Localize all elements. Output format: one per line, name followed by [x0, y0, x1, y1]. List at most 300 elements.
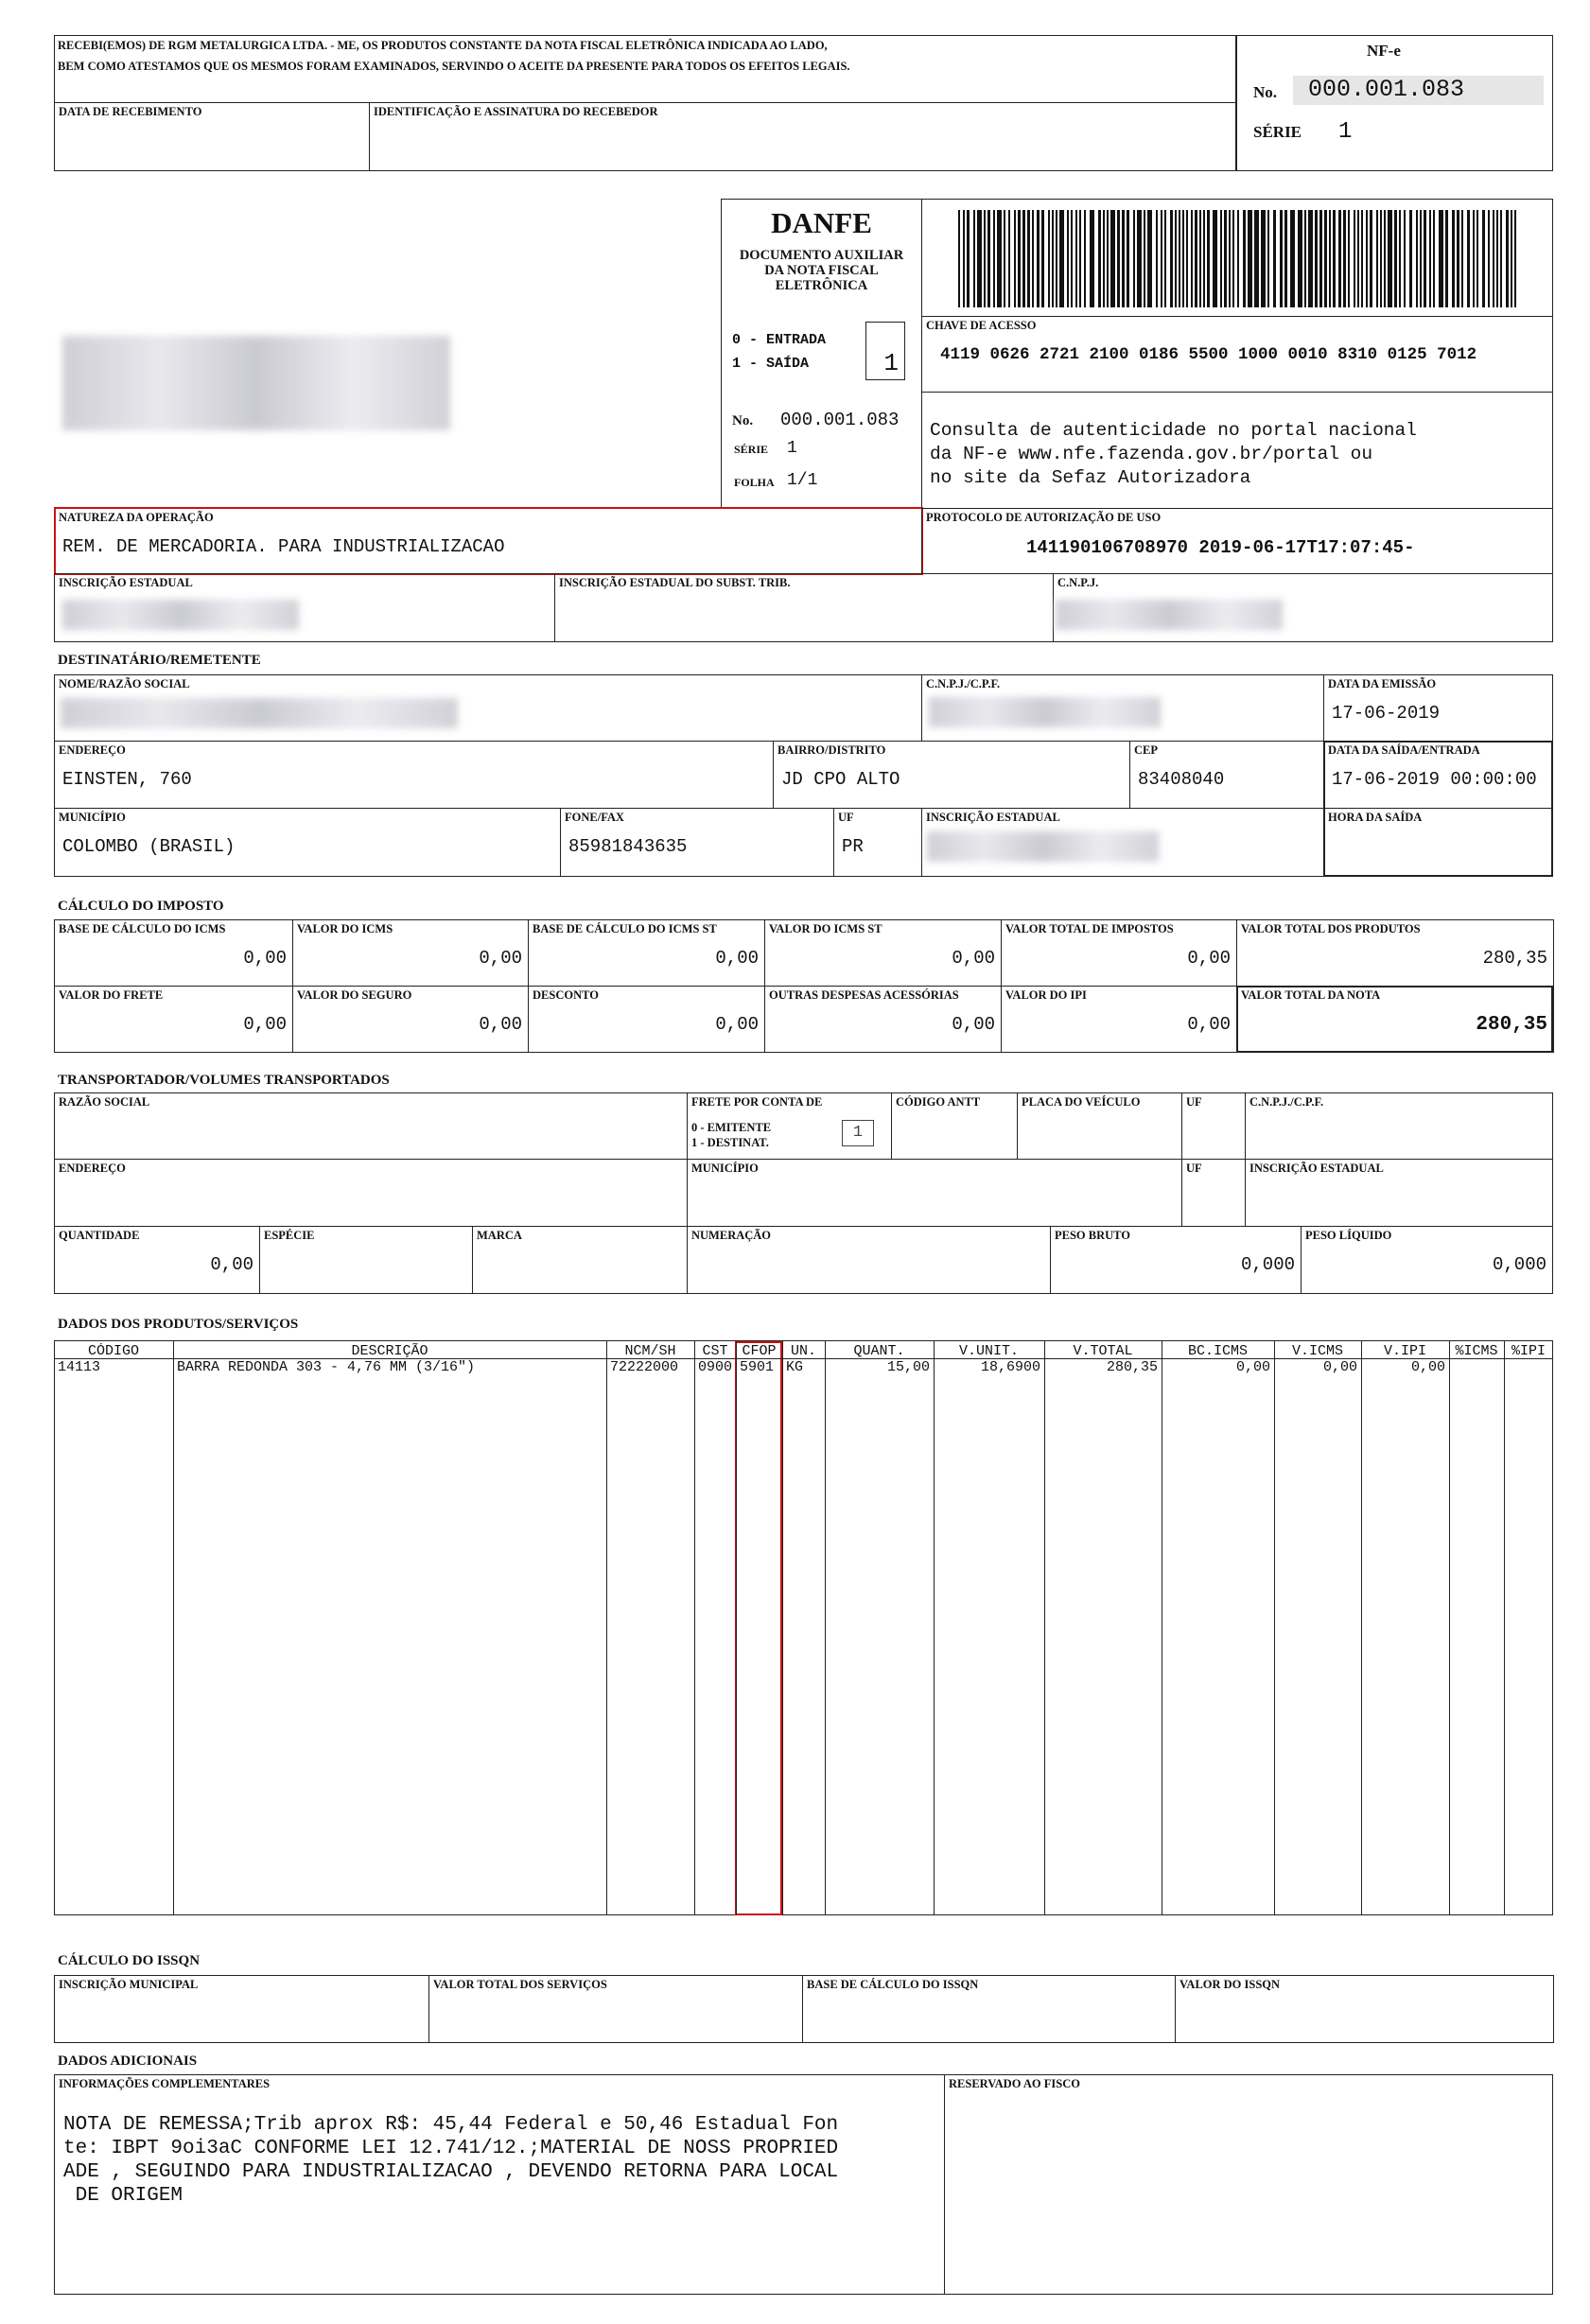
produtos-header-vipi: V.IPI — [1383, 1343, 1426, 1359]
barcode-bar — [1147, 210, 1152, 307]
imposto-cell — [292, 986, 529, 1053]
produtos-col-divider — [1361, 1341, 1362, 1915]
barcode-bar — [1127, 210, 1129, 307]
produtos-cell-vunit: 18,6900 — [980, 1359, 1040, 1375]
produtos-cell-vicms: 0,00 — [1322, 1359, 1357, 1375]
produtos-header-bcicms: BC.ICMS — [1187, 1343, 1248, 1359]
info-line-2: te: IBPT 9oi3aC CONFORME LEI 12.741/12.;MATERIAL DE NOSS PROPRIED — [63, 2138, 839, 2159]
produtos-cell-vtotal: 280,35 — [1106, 1359, 1158, 1375]
barcode-bar — [1388, 210, 1392, 307]
transp-peso-liquido-label: PESO LÍQUIDO — [1305, 1229, 1392, 1242]
barcode-bar — [1213, 210, 1217, 307]
dest-uf-label: UF — [838, 811, 854, 824]
barcode-bar — [1207, 210, 1210, 307]
barcode-bar — [1170, 210, 1173, 307]
transp-municipio-label: MUNICÍPIO — [691, 1162, 759, 1175]
imposto-cell-label: VALOR DO IPI — [1005, 988, 1087, 1002]
barcode-bar — [1366, 210, 1368, 307]
imposto-cell-value: 280,35 — [1476, 1014, 1547, 1036]
barcode-bar — [963, 210, 965, 307]
produtos-header-quant: QUANT. — [853, 1343, 905, 1359]
imposto-cell — [54, 919, 293, 987]
imposto-cell — [1001, 919, 1237, 987]
imposto-cell — [54, 986, 293, 1053]
danfe-subtitle-2: DA NOTA FISCAL — [764, 263, 879, 278]
consulta-line-2: da NF-e www.nfe.fazenda.gov.br/portal ou — [930, 444, 1373, 464]
dest-uf-field — [833, 808, 922, 877]
info-line-3: ADE , SEGUINDO PARA INDUSTRIALIZACAO , DEVENDO RETORNA PARA LOCAL — [63, 2161, 839, 2183]
barcode-bar — [1191, 210, 1193, 307]
barcode-bar — [1280, 210, 1283, 307]
issqn-cell-label: VALOR TOTAL DOS SERVIÇOS — [433, 1978, 607, 1991]
emitente-ie-st-label: INSCRIÇÃO ESTADUAL DO SUBST. TRIB. — [559, 576, 791, 589]
produtos-col-divider — [782, 1341, 783, 1915]
dest-data-saida-label: DATA DA SAÍDA/ENTRADA — [1328, 743, 1480, 757]
produtos-cell-bcicms: 0,00 — [1235, 1359, 1270, 1375]
dest-fone-value: 85981843635 — [568, 836, 688, 857]
issqn-cell-label: INSCRIÇÃO MUNICIPAL — [59, 1978, 199, 1991]
barcode-bar — [1027, 210, 1030, 307]
barcode-bar — [967, 210, 970, 307]
issqn-cell — [802, 1975, 1176, 2043]
dest-hora-saida-label: HORA DA SAÍDA — [1328, 811, 1423, 824]
receipt-date-label: DATA DE RECEBIMENTO — [59, 105, 202, 118]
issqn-section-title: CÁLCULO DO ISSQN — [58, 1953, 201, 1968]
barcode-bar — [958, 210, 960, 307]
transportador-section-title: TRANSPORTADOR/VOLUMES TRANSPORTADOS — [58, 1073, 390, 1088]
barcode-bar — [1079, 210, 1081, 307]
dest-cep-label: CEP — [1134, 743, 1158, 757]
barcode-bar — [1059, 210, 1064, 307]
receipt-serie-value: 1 — [1338, 119, 1353, 145]
access-key-label: CHAVE DE ACESSO — [926, 319, 1037, 332]
barcode-bar — [1107, 210, 1109, 307]
barcode-bar — [1506, 210, 1509, 307]
transp-peso-liquido-field — [1301, 1226, 1553, 1294]
transp-frete-value: 1 — [842, 1120, 874, 1146]
transp-razao-label: RAZÃO SOCIAL — [59, 1095, 150, 1109]
issqn-cell — [54, 1975, 429, 2043]
barcode-bar — [1384, 210, 1386, 307]
emitente-ie-label: INSCRIÇÃO ESTADUAL — [59, 576, 193, 589]
transp-placa-label: PLACA DO VEÍCULO — [1022, 1095, 1141, 1109]
danfe-folha-label: FOLHA — [734, 476, 775, 489]
imposto-cell-value: 0,00 — [715, 948, 759, 969]
barcode-bar — [1304, 210, 1306, 307]
produtos-header-vtotal: V.TOTAL — [1073, 1343, 1133, 1359]
transp-uf2-label: UF — [1186, 1162, 1202, 1175]
transp-numeracao-label: NUMERAÇÃO — [691, 1229, 772, 1242]
dest-ie-redacted — [927, 831, 1159, 862]
barcode-bar — [1103, 210, 1105, 307]
produtos-header-ncm: NCM/SH — [624, 1343, 676, 1359]
dest-municipio-field — [54, 808, 561, 877]
danfe-serie-label: SÉRIE — [734, 443, 769, 456]
danfe-folha-value: 1/1 — [787, 471, 818, 490]
dest-data-emissao-field — [1323, 674, 1553, 742]
produtos-cell-cfop: 5901 — [740, 1359, 775, 1375]
barcode-bar — [1473, 210, 1475, 307]
receipt-nfe-label: NF-e — [1367, 42, 1401, 60]
barcode-bar — [1343, 210, 1346, 307]
transp-peso-bruto-field — [1050, 1226, 1302, 1294]
info-complementares-field — [54, 2074, 945, 2295]
barcode-bar — [1098, 210, 1101, 307]
transp-especie-label: ESPÉCIE — [264, 1229, 315, 1242]
emitente-ie-redacted — [62, 600, 299, 630]
produtos-col-divider — [1274, 1341, 1275, 1915]
imposto-cell-value: 0,00 — [243, 948, 287, 969]
issuer-info-redacted — [62, 336, 450, 430]
adicionais-section-title: DADOS ADICIONAIS — [58, 2053, 198, 2069]
barcode-bar — [1361, 210, 1363, 307]
imposto-cell-label: OUTRAS DESPESAS ACESSÓRIAS — [769, 988, 959, 1002]
danfe-subtitle-1: DOCUMENTO AUXILIAR — [739, 248, 904, 263]
produtos-header-cst: CST — [702, 1343, 728, 1359]
barcode-bar — [1457, 210, 1459, 307]
barcode-bar — [1254, 210, 1259, 307]
produtos-cell-ncm: 72222000 — [610, 1359, 679, 1375]
imposto-cell-value: 0,00 — [243, 1014, 287, 1035]
barcode-bar — [1032, 210, 1034, 307]
produtos-col-divider — [1504, 1341, 1505, 1915]
natureza-label: NATUREZA DA OPERAÇÃO — [59, 511, 214, 524]
transp-cnpj-field — [1245, 1092, 1553, 1160]
dest-endereco-label: ENDEREÇO — [59, 743, 126, 757]
dest-ie-label: INSCRIÇÃO ESTADUAL — [926, 811, 1060, 824]
emitente-cnpj-label: C.N.P.J. — [1057, 576, 1099, 589]
dest-cnpj-redacted — [929, 697, 1161, 727]
barcode-bar — [1224, 210, 1227, 307]
barcode-bar — [1144, 210, 1145, 307]
imposto-cell — [764, 986, 1002, 1053]
destinatario-section-title: DESTINATÁRIO/REMETENTE — [58, 653, 261, 668]
barcode-bar — [1467, 210, 1470, 307]
barcode-bar — [1380, 210, 1382, 307]
natureza-value: REM. DE MERCADORIA. PARA INDUSTRIALIZACAO — [62, 536, 505, 557]
dest-endereco-field — [54, 741, 774, 809]
produtos-col-divider — [173, 1341, 174, 1915]
receipt-text-line-1: RECEBI(EMOS) DE RGM METALURGICA LTDA. - ME, OS PRODUTOS CONSTANTE DA NOTA FISCAL ELETRÔNICA INDICADA AO LADO, — [58, 39, 828, 52]
transp-numeracao-field — [687, 1226, 1051, 1294]
barcode-bar — [1110, 210, 1115, 307]
barcode-bar — [1338, 210, 1341, 307]
barcode-bar — [1008, 210, 1010, 307]
imposto-cell-label: VALOR TOTAL DE IMPOSTOS — [1005, 922, 1174, 935]
barcode-bar — [1186, 210, 1188, 307]
barcode-bar — [1500, 210, 1502, 307]
barcode-bar — [1048, 210, 1050, 307]
imposto-cell-value: 0,00 — [1187, 948, 1231, 969]
transp-marca-field — [472, 1226, 688, 1294]
barcode-bar — [1067, 210, 1069, 307]
barcode-bar — [1420, 210, 1422, 307]
barcode-bar — [1445, 210, 1448, 307]
imposto-cell — [528, 919, 765, 987]
dest-data-emissao-label: DATA DA EMISSÃO — [1328, 677, 1437, 690]
dest-right-thick-border — [1323, 741, 1553, 877]
natureza-highlight — [54, 507, 923, 575]
produtos-header-vicms: V.ICMS — [1291, 1343, 1343, 1359]
produtos-cell-picms — [1453, 1359, 1502, 1378]
danfe-no-label: No. — [732, 413, 754, 428]
imposto-cell-label: VALOR DO ICMS ST — [769, 922, 882, 935]
barcode-bar — [1376, 210, 1378, 307]
produtos-section-title: DADOS DOS PRODUTOS/SERVIÇOS — [58, 1317, 299, 1332]
barcode-bar — [1004, 210, 1005, 307]
dest-cep-value: 83408040 — [1138, 769, 1225, 790]
produtos-col-divider — [825, 1341, 826, 1915]
transp-ie-label: INSCRIÇÃO ESTADUAL — [1249, 1162, 1384, 1175]
barcode-bar — [1424, 210, 1426, 307]
transp-frete-opt0: 0 - EMITENTE — [691, 1121, 772, 1134]
produtos-cell-un: KG — [786, 1359, 804, 1375]
barcode-bar — [993, 210, 995, 307]
imposto-cell-label: BASE DE CÁLCULO DO ICMS — [59, 922, 226, 935]
dest-data-emissao-value: 17-06-2019 — [1332, 703, 1441, 724]
produtos-col-divider — [736, 1341, 737, 1915]
transp-endereco-field — [54, 1159, 688, 1227]
transp-qtd-label: QUANTIDADE — [59, 1229, 140, 1242]
imposto-cell-value: 0,00 — [1187, 1014, 1231, 1035]
produtos-header-pipi: %IPI — [1511, 1343, 1546, 1359]
transp-peso-bruto-label: PESO BRUTO — [1055, 1229, 1130, 1242]
produtos-header-vunit: V.UNIT. — [958, 1343, 1019, 1359]
barcode-bar — [1482, 210, 1485, 307]
imposto-cell-value: 0,00 — [479, 948, 522, 969]
barcode-bar — [1220, 210, 1222, 307]
barcode-bar — [1229, 210, 1231, 307]
barcode-bar — [1232, 210, 1234, 307]
protocolo-value: 141190106708970 2019-06-17T17:07:45- — [1026, 537, 1415, 558]
barcode-bar — [1022, 210, 1025, 307]
barcode-bar — [1348, 210, 1350, 307]
imposto-cell-value: 280,35 — [1482, 948, 1547, 969]
transp-peso-bruto-value: 0,000 — [1240, 1254, 1295, 1275]
imposto-cell — [1236, 919, 1554, 987]
barcode-bar — [1248, 210, 1252, 307]
produtos-col-divider — [606, 1341, 607, 1915]
receipt-serie-label: SÉRIE — [1253, 123, 1302, 141]
dest-bairro-value: JD CPO ALTO — [781, 769, 900, 790]
issqn-cell-label: BASE DE CÁLCULO DO ISSQN — [807, 1978, 979, 1991]
produtos-cell-vipi: 0,00 — [1410, 1359, 1445, 1375]
barcode — [958, 210, 1526, 307]
imposto-cell — [1001, 986, 1237, 1053]
dest-cep-field — [1129, 741, 1324, 809]
barcode-bar — [1267, 210, 1269, 307]
dest-bairro-label: BAIRRO/DISTRITO — [778, 743, 886, 757]
barcode-bar — [1324, 210, 1327, 307]
receipt-signature-label: IDENTIFICAÇÃO E ASSINATURA DO RECEBEDOR — [374, 105, 658, 118]
imposto-cell-label: BASE DE CÁLCULO DO ICMS ST — [533, 922, 717, 935]
produtos-header-cfop: CFOP — [742, 1343, 777, 1359]
danfe-saida: 1 - SAÍDA — [732, 356, 810, 372]
barcode-bar — [1329, 210, 1331, 307]
imposto-cell-label: VALOR TOTAL DOS PRODUTOS — [1241, 922, 1421, 935]
imposto-cell-label: VALOR DO ICMS — [297, 922, 393, 935]
produtos-col-divider — [934, 1341, 935, 1915]
barcode-bar — [1370, 210, 1372, 307]
transp-cnpj-label: C.N.P.J./C.P.F. — [1249, 1095, 1324, 1109]
barcode-bar — [1514, 210, 1516, 307]
produtos-cell-cst: 0900 — [698, 1359, 733, 1375]
barcode-bar — [1117, 210, 1120, 307]
barcode-bar — [1056, 210, 1057, 307]
transp-uf-field — [1181, 1092, 1246, 1160]
transp-frete-field — [687, 1092, 892, 1160]
barcode-bar — [1137, 210, 1142, 307]
barcode-bar — [1237, 210, 1239, 307]
transp-endereco-label: ENDEREÇO — [59, 1162, 126, 1175]
imposto-cell — [292, 919, 529, 987]
dest-fone-label: FONE/FAX — [565, 811, 624, 824]
total-nota-thick-border — [1236, 986, 1553, 1053]
dest-fone-field — [560, 808, 834, 877]
barcode-bar — [1404, 210, 1406, 307]
danfe-no-value: 000.001.083 — [780, 410, 900, 430]
imposto-cell-value: 0,00 — [952, 1014, 995, 1035]
transp-especie-field — [259, 1226, 473, 1294]
imposto-cell — [764, 919, 1002, 987]
issqn-cell — [1175, 1975, 1554, 2043]
barcode-bar — [1090, 210, 1094, 307]
imposto-cell-value: 0,00 — [715, 1014, 759, 1035]
protocolo-label: PROTOCOLO DE AUTORIZAÇÃO DE USO — [926, 511, 1162, 524]
barcode-bar — [1354, 210, 1355, 307]
dest-uf-value: PR — [842, 836, 864, 857]
barcode-bar — [1409, 210, 1412, 307]
produtos-col-divider — [1449, 1341, 1450, 1915]
barcode-bar — [1084, 210, 1086, 307]
barcode-bar — [1399, 210, 1401, 307]
barcode-bar — [1308, 210, 1313, 307]
imposto-cell-label: VALOR DO FRETE — [59, 988, 164, 1002]
barcode-bar — [1394, 210, 1397, 307]
issqn-cell-label: VALOR DO ISSQN — [1179, 1978, 1281, 1991]
danfe-title: DANFE — [771, 206, 872, 239]
produtos-header-codigo: CÓDIGO — [87, 1343, 139, 1359]
barcode-bar — [1261, 210, 1266, 307]
produtos-cell-pipi — [1508, 1359, 1551, 1378]
info-complementares-label: INFORMAÇÕES COMPLEMENTARES — [59, 2077, 271, 2090]
barcode-bar — [997, 210, 1002, 307]
access-key-value: 4119 0626 2721 2100 0186 5500 1000 0010 8310 0125 7012 — [940, 345, 1477, 364]
imposto-cell-value: 0,00 — [952, 948, 995, 969]
transp-uf-label: UF — [1186, 1095, 1202, 1109]
transp-marca-label: MARCA — [477, 1229, 522, 1242]
barcode-bar — [1075, 210, 1077, 307]
barcode-bar — [984, 210, 986, 307]
danfe-subtitle-3: ELETRÔNICA — [775, 278, 868, 293]
danfe-serie-value: 1 — [787, 439, 797, 458]
barcode-bar — [1052, 210, 1054, 307]
emitente-cnpj-redacted — [1056, 600, 1283, 630]
receipt-signature-field — [369, 102, 1237, 171]
issqn-cell — [428, 1975, 803, 2043]
barcode-bar — [1175, 210, 1177, 307]
barcode-bar — [1071, 210, 1073, 307]
barcode-bar — [973, 210, 975, 307]
barcode-bar — [1333, 210, 1336, 307]
barcode-bar — [1203, 210, 1205, 307]
barcode-bar — [1290, 210, 1295, 307]
barcode-bar — [1511, 210, 1512, 307]
dest-nome-label: NOME/RAZÃO SOCIAL — [59, 677, 190, 690]
receipt-text-line-2: BEM COMO ATESTAMOS QUE OS MESMOS FORAM EXAMINADOS, SERVINDO O ACEITE DA PRESENTE PARA TODOS OS EFEITOS LEGAIS. — [58, 60, 850, 73]
barcode-bar — [1018, 210, 1021, 307]
barcode-bar — [1041, 210, 1044, 307]
transp-razao-field — [54, 1092, 688, 1160]
barcode-bar — [1496, 210, 1498, 307]
produtos-header-picms: %ICMS — [1455, 1343, 1498, 1359]
barcode-bar — [1439, 210, 1443, 307]
produtos-cell-descricao: BARRA REDONDA 303 - 4,76 MM (3/16") — [177, 1359, 476, 1375]
receipt-no-label: No. — [1253, 83, 1278, 101]
barcode-bar — [1461, 210, 1463, 307]
transp-uf2-field — [1181, 1159, 1246, 1227]
info-line-1: NOTA DE REMESSA;Trib aprox R$: 45,44 Federal e 50,46 Estadual Fon — [63, 2114, 839, 2136]
transp-qtd-value: 0,00 — [210, 1254, 253, 1275]
reservado-fisco-label: RESERVADO AO FISCO — [949, 2077, 1080, 2090]
consulta-line-3: no site da Sefaz Autorizadora — [930, 467, 1251, 488]
barcode-bar — [977, 210, 982, 307]
barcode-bar — [1156, 210, 1158, 307]
imposto-cell-label: DESCONTO — [533, 988, 599, 1002]
imposto-cell-label: VALOR TOTAL DA NOTA — [1241, 988, 1381, 1002]
info-line-4: DE ORIGEM — [63, 2185, 183, 2207]
barcode-bar — [1315, 210, 1318, 307]
barcode-bar — [1319, 210, 1322, 307]
transp-antt-field — [891, 1092, 1018, 1160]
consulta-line-1: Consulta de autenticidade no portal nacional — [930, 420, 1417, 441]
barcode-bar — [1133, 210, 1135, 307]
barcode-bar — [1179, 210, 1180, 307]
danfe-tipo-value: 1 — [883, 349, 899, 377]
transp-frete-label: FRETE POR CONTA DE — [691, 1095, 823, 1109]
barcode-bar — [1243, 210, 1246, 307]
barcode-bar — [1284, 210, 1287, 307]
transp-peso-liquido-value: 0,000 — [1492, 1254, 1546, 1275]
produtos-table — [54, 1340, 1553, 1915]
transp-placa-field — [1017, 1092, 1182, 1160]
produtos-col-divider — [1044, 1341, 1045, 1915]
protocolo-field — [921, 508, 1553, 574]
receipt-no-value: 000.001.083 — [1293, 76, 1544, 105]
cfop-highlight — [735, 1341, 782, 1915]
barcode-bar — [1452, 210, 1455, 307]
dest-nome-redacted — [61, 698, 458, 728]
dest-municipio-value: COLOMBO (BRASIL) — [62, 836, 236, 857]
produtos-cell-codigo: 14113 — [58, 1359, 101, 1375]
imposto-cell-label: VALOR DO SEGURO — [297, 988, 412, 1002]
dest-bairro-field — [773, 741, 1130, 809]
barcode-bar — [1429, 210, 1431, 307]
reservado-fisco-field — [944, 2074, 1553, 2295]
danfe-tipo-box — [865, 322, 905, 380]
barcode-bar — [1416, 210, 1418, 307]
barcode-bar — [1161, 210, 1162, 307]
receipt-date-field — [54, 102, 370, 171]
dest-cnpj-label: C.N.P.J./C.P.F. — [926, 677, 1001, 690]
barcode-bar — [987, 210, 990, 307]
dest-municipio-label: MUNICÍPIO — [59, 811, 126, 824]
barcode-bar — [1037, 210, 1040, 307]
barcode-bar — [1014, 210, 1016, 307]
emitente-ie-st-field — [554, 573, 1054, 642]
produtos-header-descricao: DESCRIÇÃO — [351, 1343, 428, 1359]
imposto-cell — [528, 986, 765, 1053]
